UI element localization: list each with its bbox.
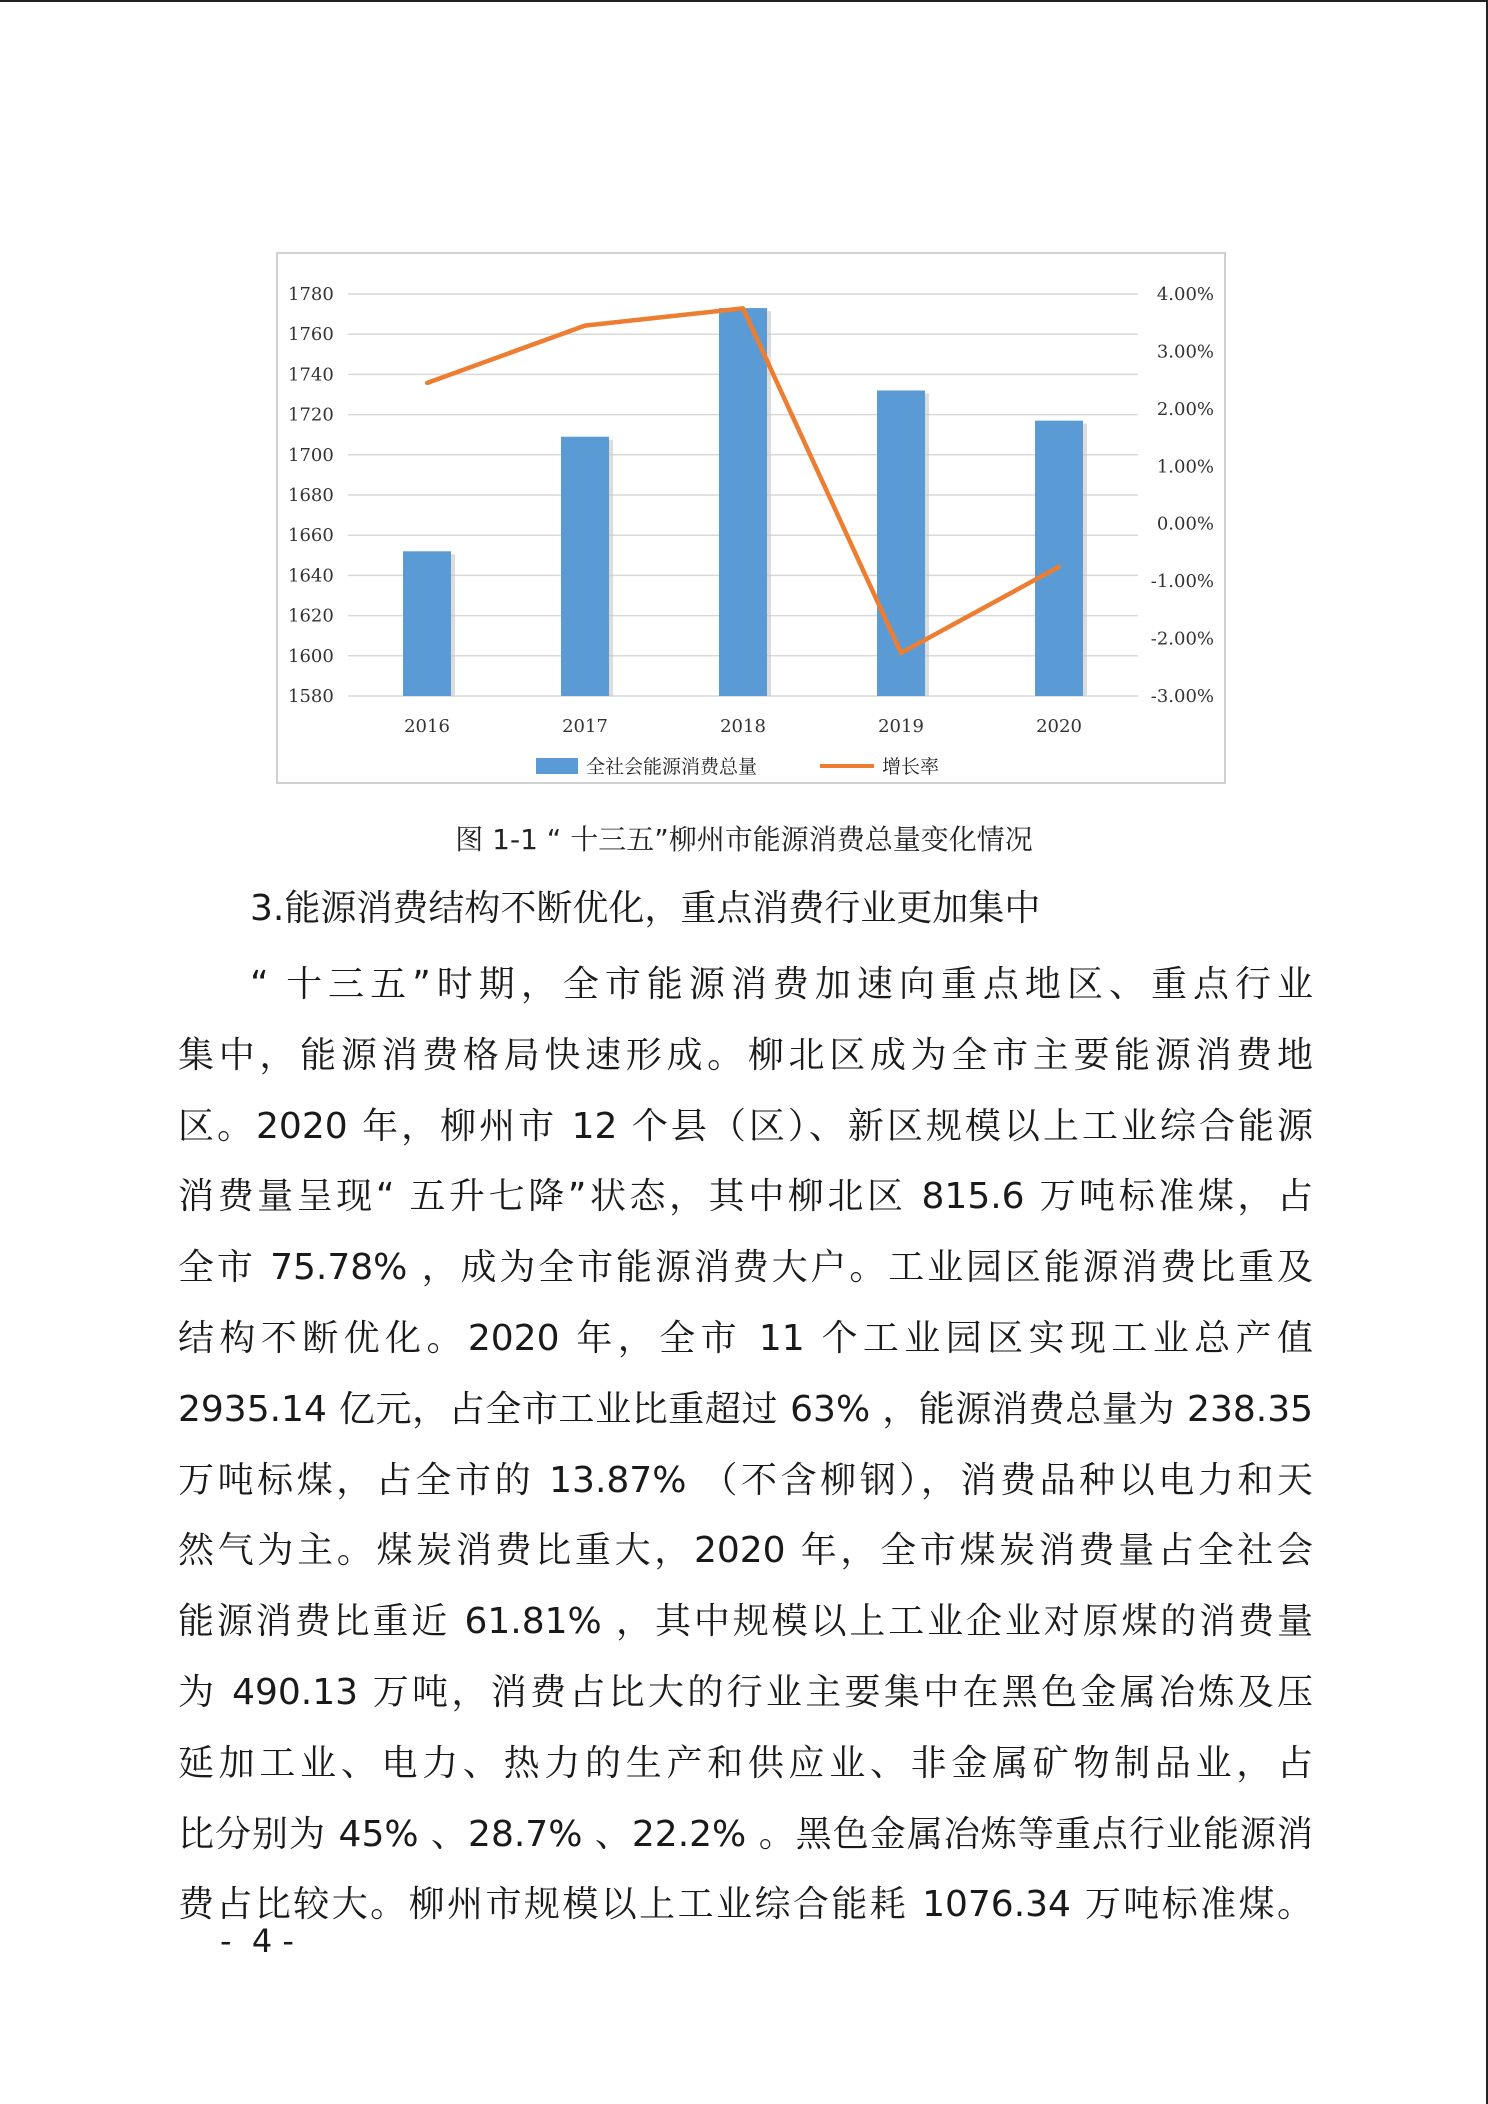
left-axis-tick-label: 1600	[288, 645, 334, 667]
chart-bars	[403, 308, 1087, 696]
bar	[1035, 421, 1083, 696]
left-axis-tick-label: 1580	[288, 686, 334, 707]
right-axis-tick-label: 3.00%	[1156, 341, 1214, 363]
x-axis-tick-label: 2017	[562, 716, 608, 737]
paragraph-line: “ 十三五”时期，全市能源消费加速向重点地区、重点行业	[250, 964, 1313, 1005]
left-axis-tick-label: 1620	[288, 605, 334, 627]
legend-swatch-bar	[536, 758, 578, 774]
left-axis-tick-label: 1660	[288, 525, 334, 547]
right-axis-tick-label: -2.00%	[1150, 628, 1214, 650]
line-point	[425, 381, 429, 385]
bar	[719, 308, 767, 696]
chart-svg	[278, 254, 1224, 782]
x-axis-tick-label: 2018	[720, 716, 766, 737]
x-axis-tick-label: 2020	[1036, 716, 1082, 737]
line-point	[741, 306, 745, 310]
paragraph-line: 消费量呈现“ 五升七降”状态，其中柳北区 815.6 万吨标准煤，占	[178, 1176, 1313, 1218]
body-paragraph	[178, 950, 1313, 1941]
paragraph-line: 全市 75.78% ，成为全市能源消费大户。工业园区能源消费比重及	[178, 1247, 1313, 1289]
paragraph-line: 2935.14 亿元，占全市工业比重超过 63% ，能源消费总量为 238.35	[178, 1388, 1313, 1430]
left-axis-tick-label: 1760	[288, 324, 334, 346]
right-axis-tick-label: -3.00%	[1150, 686, 1214, 707]
left-axis-tick-label: 1700	[288, 444, 334, 466]
right-axis-tick-label: -1.00%	[1150, 571, 1214, 593]
page-number: - 4 -	[220, 1922, 294, 1960]
bar	[561, 437, 609, 696]
x-axis-tick-label: 2016	[404, 716, 450, 737]
paragraph-line: 区。2020 年，柳州市 12 个县（区）、新区规模以上工业综合能源	[178, 1105, 1313, 1147]
line-point	[1057, 565, 1061, 569]
right-axis-tick-label: 4.00%	[1156, 284, 1214, 305]
x-axis-tick-label: 2019	[878, 716, 924, 737]
page-border	[0, 0, 1488, 2]
paragraph-line: 然气为主。煤炭消费比重大，2020 年，全市煤炭消费量占全社会	[178, 1530, 1313, 1572]
figure-caption: 图 1-1 “ 十三五”柳州市能源消费总量变化情况	[455, 823, 1033, 856]
paragraph-line: 万吨标煤，占全市的 13.87% （不含柳钢），消费品种以电力和天	[178, 1459, 1313, 1501]
paragraph-line: 集中，能源消费格局快速形成。柳北区成为全市主要能源消费地	[178, 1034, 1313, 1076]
x-axis-ticks	[404, 716, 1082, 737]
left-axis-tick-label: 1680	[288, 485, 334, 506]
right-axis-tick-label: 2.00%	[1156, 398, 1214, 420]
paragraph-line: 费占比较大。柳州市规模以上工业综合能耗 1076.34 万吨标准煤。	[178, 1884, 1313, 1926]
line-point	[899, 651, 903, 655]
legend-label: 全社会能源消费总量	[586, 756, 758, 778]
left-axis-tick-label: 1720	[288, 404, 334, 426]
right-axis-tick-label: 0.00%	[1156, 513, 1214, 535]
left-axis-tick-label: 1780	[288, 284, 334, 305]
energy-chart	[276, 252, 1226, 784]
legend-label: 增长率	[882, 756, 940, 778]
paragraph-line: 结构不断优化。2020 年，全市 11 个工业园区实现工业总产值	[178, 1317, 1313, 1359]
right-axis-tick-label: 1.00%	[1156, 456, 1214, 478]
left-axis-ticks	[288, 284, 334, 707]
line-point	[583, 324, 587, 328]
paragraph-line: 为 490.13 万吨，消费占比大的行业主要集中在黑色金属冶炼及压	[178, 1671, 1313, 1713]
bar	[403, 551, 451, 696]
left-axis-tick-label: 1640	[288, 565, 334, 587]
chart-legend	[536, 756, 939, 778]
left-axis-tick-label: 1740	[288, 364, 334, 386]
paragraph-line: 能源消费比重近 61.81% ，其中规模以上工业企业对原煤的消费量	[178, 1601, 1313, 1643]
right-axis-ticks	[1151, 284, 1214, 707]
section-heading: 3.能源消费结构不断优化，重点消费行业更加集中	[250, 888, 1041, 929]
paragraph-line: 延加工业、电力、热力的生产和供应业、非金属矿物制品业，占	[178, 1742, 1313, 1784]
paragraph-line: 比分别为 45% 、28.7% 、22.2% 。黑色金属冶炼等重点行业能源消	[178, 1813, 1313, 1855]
